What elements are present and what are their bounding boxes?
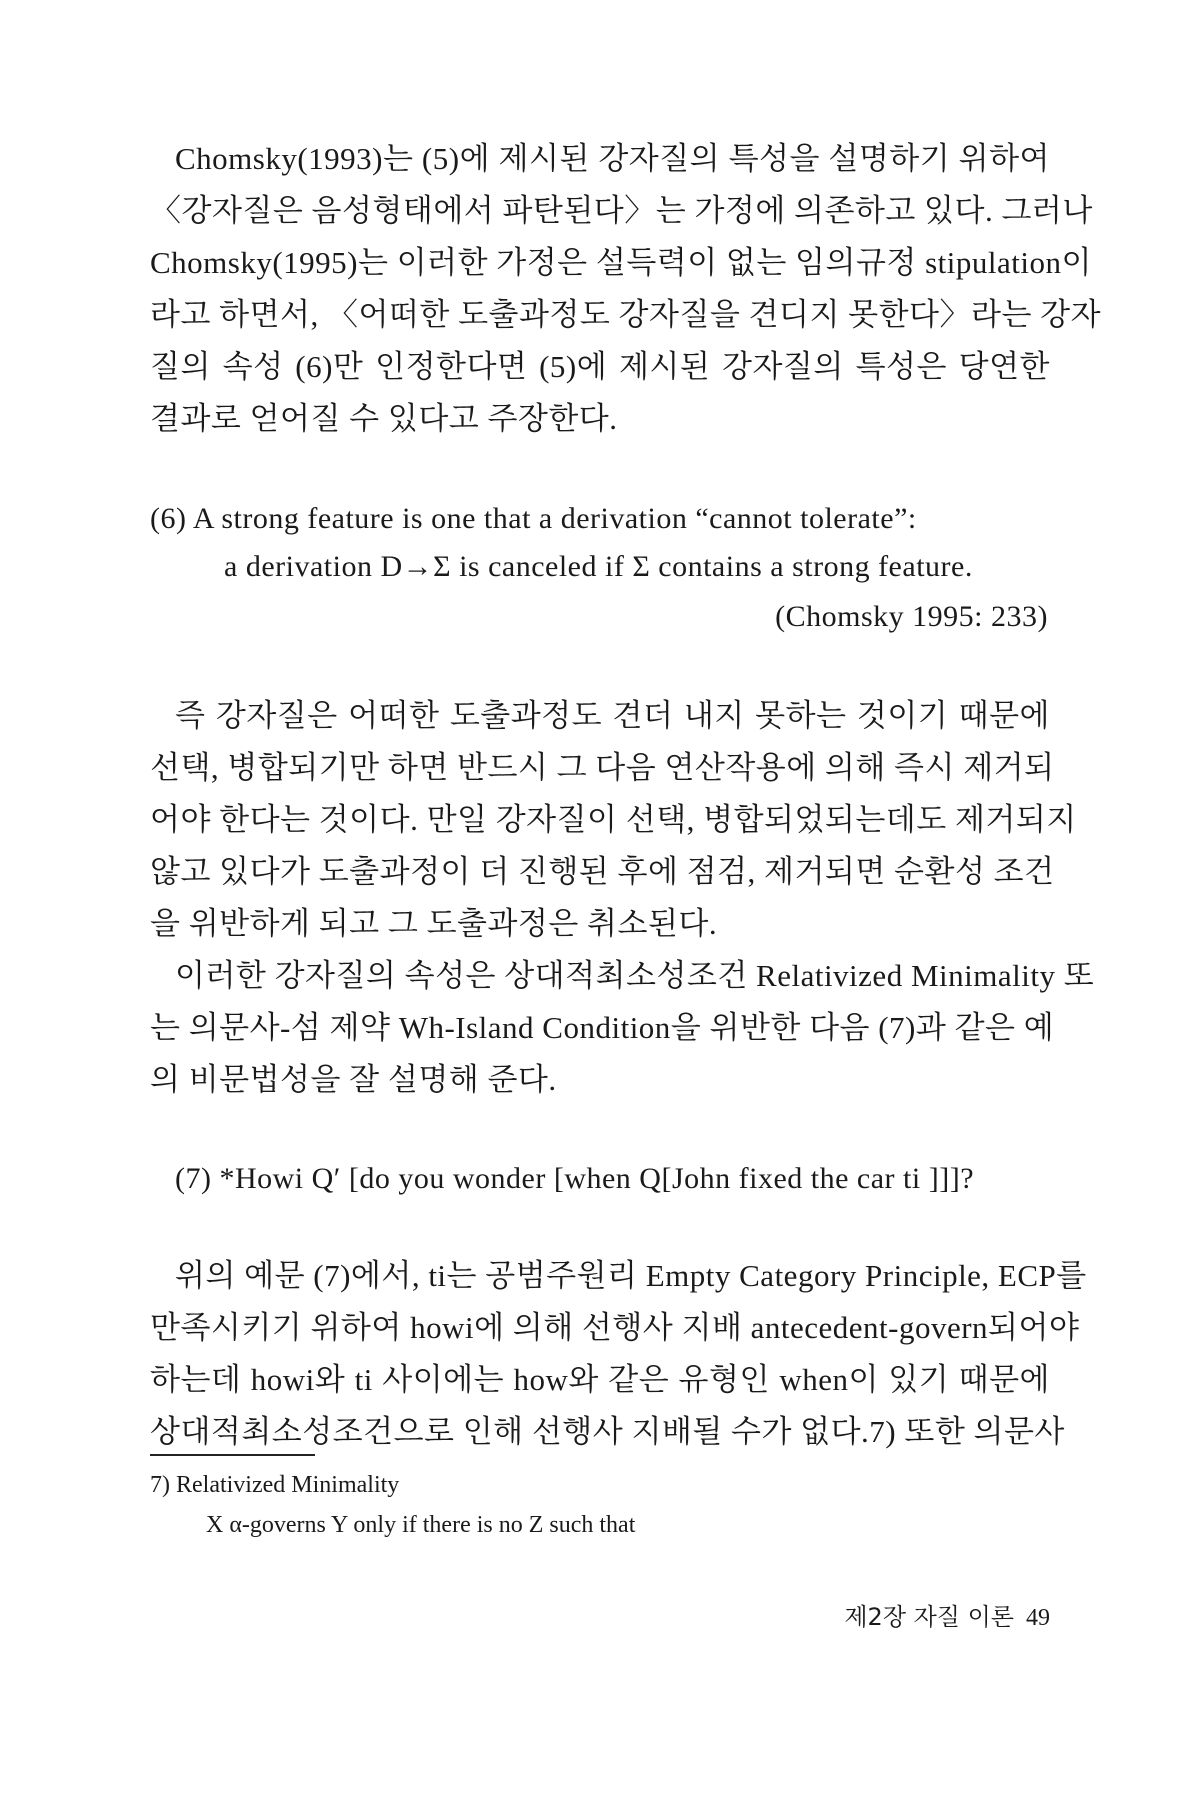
- text-line: 〈강자질은 음성형태에서 파탄된다〉는 가정에 의존하고 있다. 그러나: [150, 193, 1093, 228]
- text-line: 라고 하면서, 〈어떠한 도출과정도 강자질을 견디지 못한다〉라는 강자: [150, 297, 1102, 332]
- footnote-body: X α-governs Y only if there is no Z such that: [206, 1512, 636, 1538]
- chapter-title: 제2장 자질 이론: [844, 1603, 1014, 1631]
- example-line: a derivation D→Σ is canceled if Σ contains a strong feature.: [224, 550, 973, 583]
- text-line: 이러한 강자질의 속성은 상대적최소성조건 Relativized Minimality 또: [175, 958, 1095, 993]
- text-line: 결과로 얻어질 수 있다고 주장한다.: [150, 401, 618, 436]
- example-source: (Chomsky 1995: 233): [775, 600, 1048, 633]
- text-line: 을 위반하게 되고 그 도출과정은 취소된다.: [150, 906, 718, 941]
- text-line: 않고 있다가 도출과정이 더 진행된 후에 점검, 제거되면 순환성 조건: [150, 854, 1055, 889]
- example-7: (7) *Howi Q′ [do you wonder [when Q[John fixed the car ti ]]]?: [175, 1162, 975, 1195]
- example-line: (6) A strong feature is one that a derivation “cannot tolerate”:: [150, 502, 917, 535]
- text-line: 어야 한다는 것이다. 만일 강자질이 선택, 병합되었되는데도 제거되지: [150, 802, 1077, 837]
- text-line: 위의 예문 (7)에서, ti는 공범주원리 Empty Category Principle, ECP를: [175, 1258, 1087, 1293]
- text-line: 는 의문사-섬 제약 Wh-Island Condition을 위반한 다음 (7)과 같은 예: [150, 1010, 1055, 1045]
- text-line: 즉 강자질은 어떠한 도출과정도 견더 내지 못하는 것이기 때문에: [175, 698, 1050, 733]
- text-line: Chomsky(1993)는 (5)에 제시된 강자질의 특성을 설명하기 위하여: [175, 141, 1050, 176]
- text-line: Chomsky(1995)는 이러한 가정은 설득력이 없는 임의규정 stipulation이: [150, 245, 1092, 280]
- text-line: 상대적최소성조건으로 인해 선행사 지배될 수가 없다.7) 또한 의문사: [150, 1414, 1065, 1449]
- text-line: 질의 속성 (6)만 인정한다면 (5)에 제시된 강자질의 특성은 당연한: [150, 349, 1050, 384]
- footnote-divider: [150, 1454, 315, 1456]
- text-line: 의 비문법성을 잘 설명해 준다.: [150, 1062, 557, 1097]
- page-footer: [844, 1597, 1050, 1632]
- footnote-heading: 7) Relativized Minimality: [150, 1472, 400, 1498]
- page-number: 49: [1026, 1605, 1050, 1631]
- text-line: 하는데 howi와 ti 사이에는 how와 같은 유형인 when이 있기 때문에: [150, 1362, 1050, 1397]
- text-line: 선택, 병합되기만 하면 반드시 그 다음 연산작용에 의해 즉시 제거되: [150, 750, 1055, 785]
- text-line: 만족시키기 위하여 howi에 의해 선행사 지배 antecedent-govern되어야: [150, 1310, 1080, 1345]
